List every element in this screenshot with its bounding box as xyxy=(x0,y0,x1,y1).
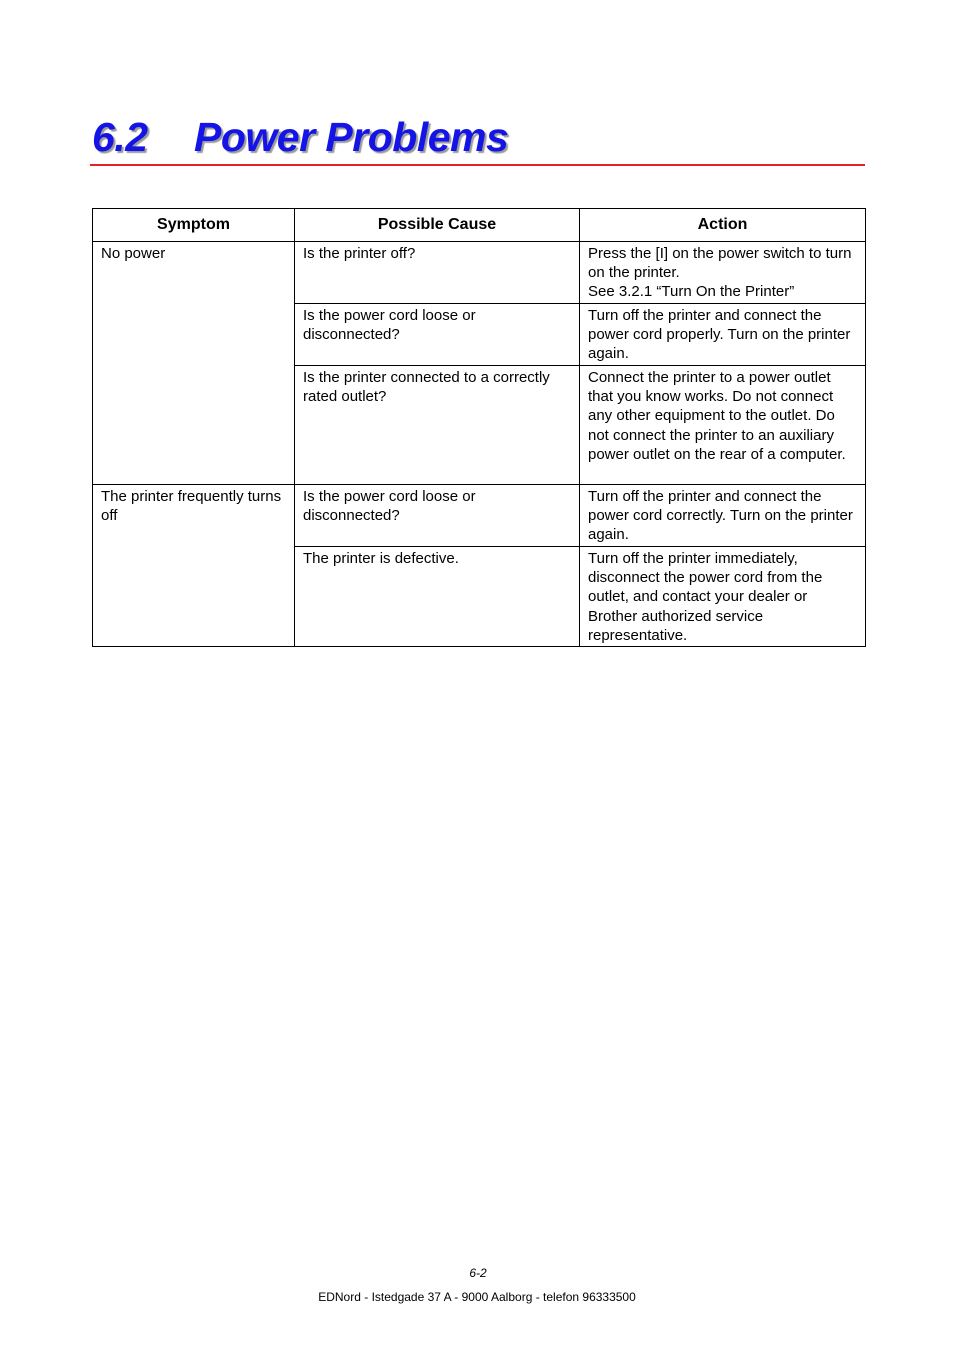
table-row xyxy=(93,242,866,304)
action-reference: See 3.2.1 “Turn On the Printer” xyxy=(588,283,795,301)
header-symptom: Symptom xyxy=(93,209,295,242)
cause-cell: The printer is defective. xyxy=(295,547,580,647)
footer-address: EDNord - Istedgade 37 A - 9000 Aalborg - telefon 96333500 xyxy=(318,1290,636,1304)
action-cell: Turn off the printer and connect the power cord correctly. Turn on the printer again. xyxy=(580,485,866,547)
symptom-cell: The printer frequently turns off xyxy=(93,485,295,647)
section-heading xyxy=(92,112,864,162)
symptom-cell: No power xyxy=(93,242,295,485)
troubleshooting-table xyxy=(92,208,866,647)
cause-cell: Is the power cord loose or disconnected? xyxy=(295,304,580,366)
section-title: Power Problems xyxy=(194,114,509,160)
cause-cell: Is the power cord loose or disconnected? xyxy=(295,485,580,547)
header-action: Action xyxy=(580,209,866,242)
action-cell: Connect the printer to a power outlet that you know works. Do not connect any other equipment to the outlet. Do not connect the printer to an auxiliary power outlet on the rear of a computer. xyxy=(580,366,866,485)
action-line: Press the [I] on the power switch to turn on the printer. xyxy=(588,245,852,282)
action-cell: Turn off the printer and connect the power cord properly. Turn on the printer again. xyxy=(580,304,866,366)
action-cell: Turn off the printer immediately, disconnect the power cord from the outlet, and contact your dealer or Brother authorized service representative. xyxy=(580,547,866,647)
heading-rule xyxy=(90,164,865,166)
action-cell xyxy=(580,242,866,304)
cause-cell: Is the printer connected to a correctly rated outlet? xyxy=(295,366,580,485)
page-number: 6-2 xyxy=(469,1266,487,1280)
section-number: 6.2 xyxy=(92,114,148,160)
table-header-row xyxy=(93,209,866,242)
cause-cell: Is the printer off? xyxy=(295,242,580,304)
header-possible-cause: Possible Cause xyxy=(295,209,580,242)
table-row xyxy=(93,485,866,547)
